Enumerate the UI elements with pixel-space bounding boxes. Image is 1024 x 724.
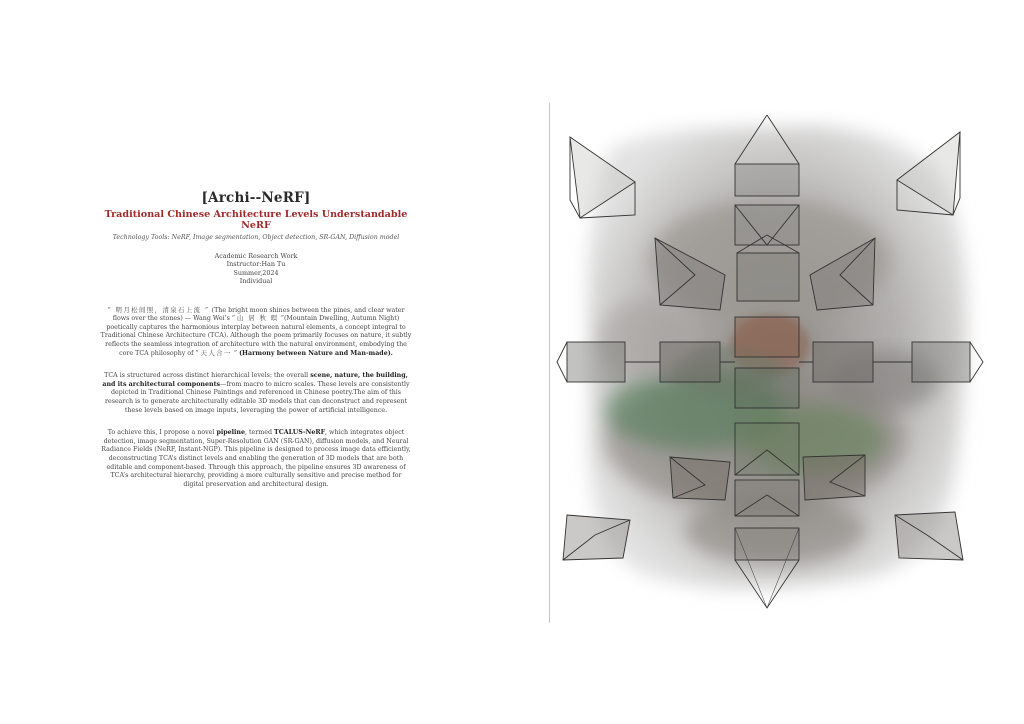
page-title: [Archi--NeRF] [201,190,311,206]
paragraph-text: TCA is structured across distinct hierarchical levels: the overall [104,372,311,380]
project-meta [100,252,412,286]
paragraph-text: ”(Mountain Dwelling, Autumn Night) poetically captures the harmonious interplay between natural elements, a concept integral to Traditional Chinese Architecture (TCA). Although the poem primarily focuses on nature, it subtly reflects the seamless integration of architecture with the natural environment, embodying the core TCA philosophy of “ [100,315,412,357]
camera-frustum [803,455,865,500]
camera-frustum [557,342,625,382]
camera-frustum [735,423,799,475]
camera-frustum [912,342,983,382]
paragraph-pipeline [100,429,412,489]
instructor: Instructor:Han Tu [226,260,286,269]
paragraph-levels [100,372,412,415]
poem-quote: “ 明月松间照，清泉石上流 ” [107,306,210,314]
project-subtitle: Traditional Chinese Architecture Levels Understandable NeRF [104,209,408,231]
work-type: Academic Research Work [214,252,298,260]
paragraph-intro [100,307,412,359]
paragraph-text: , termed [245,429,275,437]
date: Summer,2024 [233,268,279,277]
page-divider [549,103,550,623]
camera-frustum [670,457,730,500]
paragraph-text: —from macro to micro scales. These levels are consistently depicted in Traditional Chinese Paintings and referenced in Chinese poetry.The aim of this research is to generate architecturally editable 3D models that can deconstruct and represent these levels based on image inputs, leveraging the power of artificial intelligence. [104,380,410,414]
poem-title: 山 居 秋 暝 [237,315,279,323]
technology-tools: Technology Tools: NeRF, Image segmentation, Object detection, SR-GAN, Diffusion model [112,234,400,241]
levels-emphasis: scene, nature, the building, and its architectural components [102,372,408,388]
work-mode: Individual [239,277,273,286]
pipeline-name: TCALUS-NeRF [274,429,326,437]
paragraph-text: ” [231,349,240,357]
camera-frustum [563,515,630,560]
philosophy-translation: (Harmony between Nature and Man-made). [239,349,393,357]
paragraph-text: (The bright moon shines between the pines, and clear water flows over the stones) — Wang Wei’s “ [112,306,405,323]
paragraph-text: , which integrates object detection, image segmentation, Super-Resolution GAN (SR-GAN), diffusion models, and Neural Radiance Fields (NeRF, Instant-NGP). This pipeline is designed to process image data efficiently, deconstructing TCA’s distinct levels and enabling the generation of 3D models that are both editable and component-based. Through this approach, the pipeline ensures 3D awareness of TCA’s architectural hierarchy, providing a more culturally sensitive and precise method for digital preservation and architectural design. [101,429,411,488]
text-column [100,190,412,489]
pipeline-emphasis: pipeline [216,429,246,437]
paragraph-text: To achieve this, I propose a novel [107,429,217,437]
camera-frustum [895,512,963,560]
philosophy-term: 天人合一 [200,349,232,357]
nerf-camera-visualization [555,110,987,615]
camera-frustum [735,480,799,516]
nerf-figure-svg [555,110,987,615]
